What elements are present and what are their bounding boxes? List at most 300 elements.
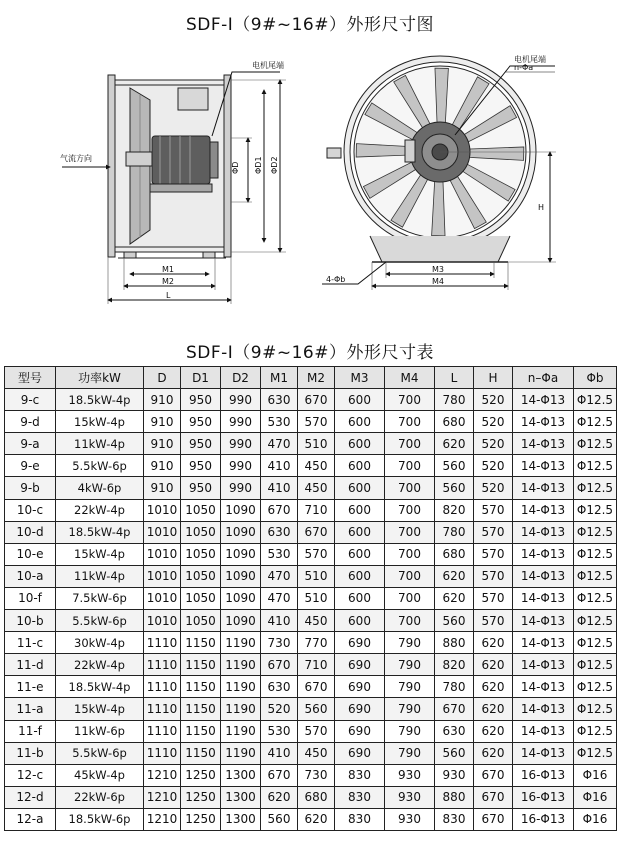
dim-label-D1: ΦD1 [254,156,263,174]
cell-M3: 600 [335,389,385,411]
cell-M3: 690 [335,632,385,654]
cell-M4: 930 [385,786,435,808]
dim-label-M4: M4 [432,277,444,286]
cell-D2: 1090 [221,521,261,543]
table-row [5,742,617,764]
cell-foot-hole: Φ12.5 [574,587,617,609]
cell-H: 620 [474,676,513,698]
cell-M2: 680 [298,786,335,808]
cell-holes: 14-Φ13 [513,477,574,499]
cell-D2: 1190 [221,632,261,654]
cell-holes: 14-Φ13 [513,654,574,676]
cell-D1: 950 [181,411,221,433]
cell-M1: 410 [261,610,298,632]
cell-power: 11kW-6p [56,720,144,742]
cell-power: 15kW-4p [56,411,144,433]
cell-holes: 14-Φ13 [513,610,574,632]
cell-M2: 450 [298,455,335,477]
cell-model: 9-a [5,433,56,455]
cell-power: 22kW-4p [56,499,144,521]
cell-M2: 510 [298,565,335,587]
cell-M4: 930 [385,764,435,786]
cell-M4: 790 [385,720,435,742]
cell-holes: 14-Φ13 [513,455,574,477]
cell-L: 560 [435,455,474,477]
cell-holes: 14-Φ13 [513,632,574,654]
cell-M2: 670 [298,676,335,698]
cell-power: 5.5kW-6p [56,610,144,632]
cell-D1: 1050 [181,565,221,587]
cell-H: 520 [474,477,513,499]
cell-foot-hole: Φ12.5 [574,521,617,543]
cell-power: 18.5kW-6p [56,808,144,830]
cell-D1: 1150 [181,654,221,676]
dimension-drawing [0,40,620,310]
cell-M3: 600 [335,499,385,521]
table-row [5,698,617,720]
cell-D2: 1190 [221,654,261,676]
cell-M3: 830 [335,808,385,830]
header-power: 功率kW [56,367,144,389]
cell-holes: 14-Φ13 [513,521,574,543]
cell-L: 780 [435,389,474,411]
cell-M1: 670 [261,499,298,521]
cell-M3: 600 [335,455,385,477]
header-H: H [474,367,513,389]
outlet-flange [224,75,231,257]
header-M3: M3 [335,367,385,389]
cell-M2: 450 [298,477,335,499]
cell-M4: 790 [385,698,435,720]
cell-M4: 790 [385,632,435,654]
cell-L: 680 [435,543,474,565]
table-row [5,411,617,433]
cell-D1: 950 [181,455,221,477]
table-row [5,565,617,587]
cell-M4: 930 [385,808,435,830]
cell-D2: 990 [221,411,261,433]
cell-H: 620 [474,698,513,720]
cell-D2: 990 [221,455,261,477]
cell-M4: 790 [385,654,435,676]
cell-foot-hole: Φ12.5 [574,565,617,587]
cell-D2: 1090 [221,499,261,521]
cell-M2: 450 [298,742,335,764]
dim-label-D2: ΦD2 [270,156,279,174]
cell-foot-hole: Φ16 [574,786,617,808]
cell-model: 11-c [5,632,56,654]
cell-M4: 700 [385,587,435,609]
cell-D1: 1050 [181,499,221,521]
cell-D1: 1150 [181,632,221,654]
cell-M2: 620 [298,808,335,830]
cell-power: 22kW-4p [56,654,144,676]
cell-D: 1110 [144,698,181,720]
cell-M3: 600 [335,587,385,609]
cell-M4: 700 [385,455,435,477]
cell-power: 30kW-4p [56,632,144,654]
cell-L: 880 [435,786,474,808]
cell-M1: 630 [261,521,298,543]
cell-L: 830 [435,808,474,830]
cell-M1: 470 [261,587,298,609]
header-D2: D2 [221,367,261,389]
cell-L: 820 [435,654,474,676]
cell-foot-hole: Φ12.5 [574,654,617,676]
cell-D2: 1090 [221,543,261,565]
table-row [5,720,617,742]
cell-M1: 670 [261,764,298,786]
cell-model: 11-d [5,654,56,676]
table-row [5,433,617,455]
cell-M1: 410 [261,477,298,499]
cell-D: 1110 [144,742,181,764]
cell-M2: 450 [298,610,335,632]
front-view [322,56,556,290]
cell-M4: 790 [385,676,435,698]
table-row [5,477,617,499]
cell-M2: 570 [298,720,335,742]
cell-holes: 14-Φ13 [513,499,574,521]
cell-H: 570 [474,587,513,609]
cell-M3: 600 [335,610,385,632]
cell-model: 11-b [5,742,56,764]
cell-H: 520 [474,455,513,477]
header-model: 型号 [5,367,56,389]
cell-M4: 700 [385,610,435,632]
cell-M1: 560 [261,808,298,830]
cell-D1: 1150 [181,742,221,764]
cell-power: 5.5kW-6p [56,742,144,764]
cell-D: 1010 [144,543,181,565]
header-holes: n–Φa [513,367,574,389]
table-row [5,764,617,786]
cell-M1: 730 [261,632,298,654]
cell-H: 520 [474,411,513,433]
cell-H: 670 [474,764,513,786]
cell-L: 930 [435,764,474,786]
cell-H: 620 [474,742,513,764]
cell-L: 680 [435,411,474,433]
cell-M1: 410 [261,455,298,477]
table-row [5,389,617,411]
cell-foot-hole: Φ12.5 [574,433,617,455]
airflow-direction-label: 气流方向 [60,154,92,163]
cell-D1: 950 [181,433,221,455]
cell-L: 820 [435,499,474,521]
dim-label-M3: M3 [432,265,444,274]
table-row [5,587,617,609]
cell-M1: 670 [261,654,298,676]
header-M2: M2 [298,367,335,389]
cell-M4: 700 [385,411,435,433]
cell-model: 10-c [5,499,56,521]
cell-holes: 14-Φ13 [513,411,574,433]
table-row [5,455,617,477]
cell-D1: 1150 [181,676,221,698]
inlet-flange [108,75,115,257]
cell-L: 560 [435,742,474,764]
cell-M2: 670 [298,389,335,411]
cell-D: 1010 [144,610,181,632]
cell-D2: 990 [221,433,261,455]
cell-M3: 690 [335,676,385,698]
cell-D: 1010 [144,565,181,587]
cell-D2: 1190 [221,698,261,720]
cell-foot-hole: Φ12.5 [574,455,617,477]
cell-holes: 16-Φ13 [513,764,574,786]
cell-foot-hole: Φ12.5 [574,632,617,654]
table-row [5,808,617,830]
table-row [5,499,617,521]
cell-model: 9-b [5,477,56,499]
table-row [5,676,617,698]
drawing-title: SDF-I（9#~16#）外形尺寸图 [186,15,434,35]
cell-H: 670 [474,786,513,808]
cell-foot-hole: Φ16 [574,808,617,830]
cell-D1: 1150 [181,698,221,720]
cell-D2: 1090 [221,610,261,632]
cell-foot-hole: Φ12.5 [574,499,617,521]
cell-power: 11kW-4p [56,565,144,587]
cell-M2: 510 [298,587,335,609]
table-row [5,543,617,565]
cell-D: 910 [144,411,181,433]
cell-M4: 700 [385,433,435,455]
cell-D2: 1190 [221,742,261,764]
cell-foot-hole: Φ12.5 [574,389,617,411]
side-view [62,72,286,304]
cell-L: 780 [435,676,474,698]
dimension-table [4,366,617,831]
cell-M3: 600 [335,543,385,565]
cell-L: 630 [435,720,474,742]
cell-M3: 690 [335,654,385,676]
cell-M2: 570 [298,543,335,565]
cell-holes: 14-Φ13 [513,742,574,764]
cell-holes: 14-Φ13 [513,676,574,698]
cell-M1: 530 [261,720,298,742]
cell-model: 10-f [5,587,56,609]
cell-foot-hole: Φ12.5 [574,477,617,499]
cell-D: 1110 [144,720,181,742]
cell-model: 11-a [5,698,56,720]
cell-D1: 950 [181,389,221,411]
cell-holes: 14-Φ13 [513,720,574,742]
cell-D1: 1250 [181,786,221,808]
cell-foot-hole: Φ12.5 [574,720,617,742]
cell-M1: 470 [261,433,298,455]
cell-M3: 830 [335,786,385,808]
header-foot-hole: Φb [574,367,617,389]
cell-D2: 1090 [221,565,261,587]
cell-holes: 14-Φ13 [513,587,574,609]
cell-L: 780 [435,521,474,543]
cell-holes: 16-Φ13 [513,808,574,830]
cell-foot-hole: Φ12.5 [574,698,617,720]
cell-power: 11kW-4p [56,433,144,455]
cell-D: 1210 [144,808,181,830]
cell-power: 18.5kW-4p [56,676,144,698]
foot-hole-label: 4-Φb [326,275,346,284]
cell-L: 620 [435,433,474,455]
cell-D1: 950 [181,477,221,499]
dim-label-M2: M2 [162,277,174,286]
cell-M1: 530 [261,411,298,433]
cell-power: 18.5kW-4p [56,521,144,543]
cell-power: 22kW-6p [56,786,144,808]
cell-holes: 14-Φ13 [513,433,574,455]
cell-M1: 630 [261,676,298,698]
cell-model: 12-c [5,764,56,786]
cell-D2: 1090 [221,587,261,609]
cell-power: 15kW-4p [56,698,144,720]
cell-D: 1210 [144,764,181,786]
cell-D1: 1050 [181,543,221,565]
cell-foot-hole: Φ12.5 [574,676,617,698]
cell-D: 1010 [144,521,181,543]
cell-H: 570 [474,499,513,521]
table-row [5,610,617,632]
cell-M1: 620 [261,786,298,808]
table-row [5,632,617,654]
table-title: SDF-I（9#~16#）外形尺寸表 [186,343,434,363]
table-row [5,521,617,543]
cell-D2: 990 [221,477,261,499]
cell-model: 11-f [5,720,56,742]
cell-M2: 710 [298,499,335,521]
cell-D: 1210 [144,786,181,808]
cell-H: 620 [474,720,513,742]
cell-M2: 560 [298,698,335,720]
junction-box [178,88,208,110]
cell-power: 45kW-4p [56,764,144,786]
cell-M4: 700 [385,565,435,587]
mounting-foot [203,252,215,258]
cell-D2: 1190 [221,676,261,698]
header-M4: M4 [385,367,435,389]
cell-H: 570 [474,565,513,587]
cell-L: 880 [435,632,474,654]
cell-M4: 700 [385,543,435,565]
cell-holes: 14-Φ13 [513,565,574,587]
header-M1: M1 [261,367,298,389]
cell-D: 1110 [144,632,181,654]
cell-foot-hole: Φ16 [574,764,617,786]
cell-holes: 14-Φ13 [513,543,574,565]
cell-H: 620 [474,632,513,654]
cell-M3: 690 [335,742,385,764]
header-D: D [144,367,181,389]
mounting-foot [124,252,136,258]
cell-M1: 530 [261,543,298,565]
header-D1: D1 [181,367,221,389]
cell-M1: 630 [261,389,298,411]
cell-power: 4kW-6p [56,477,144,499]
cell-L: 560 [435,477,474,499]
dim-label-L: L [166,291,171,300]
cell-L: 670 [435,698,474,720]
cell-model: 12-d [5,786,56,808]
base-stand [370,236,510,262]
cell-M3: 830 [335,764,385,786]
cell-M1: 410 [261,742,298,764]
cell-H: 520 [474,433,513,455]
cell-D2: 990 [221,389,261,411]
cell-foot-hole: Φ12.5 [574,742,617,764]
table-row [5,654,617,676]
front-motor-end-label: 电机尾端 [514,55,546,64]
cell-D2: 1190 [221,720,261,742]
cell-power: 15kW-4p [56,543,144,565]
cell-M1: 470 [261,565,298,587]
cell-M2: 770 [298,632,335,654]
cell-model: 9-e [5,455,56,477]
cell-D1: 1050 [181,521,221,543]
cell-M4: 700 [385,521,435,543]
cell-D1: 1250 [181,764,221,786]
cell-D: 1110 [144,654,181,676]
dim-label-M1: M1 [162,265,174,274]
cell-D1: 1250 [181,808,221,830]
cell-model: 12-a [5,808,56,830]
cell-holes: 16-Φ13 [513,786,574,808]
cell-M4: 700 [385,499,435,521]
dim-label-H: H [538,203,545,212]
cell-D2: 1300 [221,808,261,830]
motor-body [152,136,210,184]
dim-label-D: ΦD [231,161,240,174]
cell-model: 10-e [5,543,56,565]
cell-H: 670 [474,808,513,830]
cell-M3: 600 [335,411,385,433]
cell-H: 570 [474,610,513,632]
cell-H: 570 [474,543,513,565]
cell-model: 11-e [5,676,56,698]
cell-M3: 600 [335,521,385,543]
cell-M2: 710 [298,654,335,676]
cell-M3: 600 [335,477,385,499]
cell-L: 620 [435,565,474,587]
cell-foot-hole: Φ12.5 [574,543,617,565]
cell-model: 10-a [5,565,56,587]
cell-model: 10-b [5,610,56,632]
cell-M2: 730 [298,764,335,786]
cell-power: 7.5kW-6p [56,587,144,609]
cell-H: 570 [474,521,513,543]
cell-D2: 1300 [221,786,261,808]
cell-D: 1110 [144,676,181,698]
cell-foot-hole: Φ12.5 [574,610,617,632]
cell-D: 910 [144,433,181,455]
cell-M1: 520 [261,698,298,720]
cell-model: 9-c [5,389,56,411]
cell-D1: 1050 [181,610,221,632]
cell-D1: 1050 [181,587,221,609]
flange-hole-label: n-Φa [514,63,534,72]
cell-power: 18.5kW-4p [56,389,144,411]
cell-M2: 570 [298,411,335,433]
table-header-row [5,367,617,389]
cell-D: 910 [144,477,181,499]
cell-H: 520 [474,389,513,411]
cell-M2: 510 [298,433,335,455]
cell-L: 560 [435,610,474,632]
motor-mount [150,184,212,192]
cell-D: 1010 [144,499,181,521]
cell-D: 910 [144,455,181,477]
cell-M3: 600 [335,433,385,455]
